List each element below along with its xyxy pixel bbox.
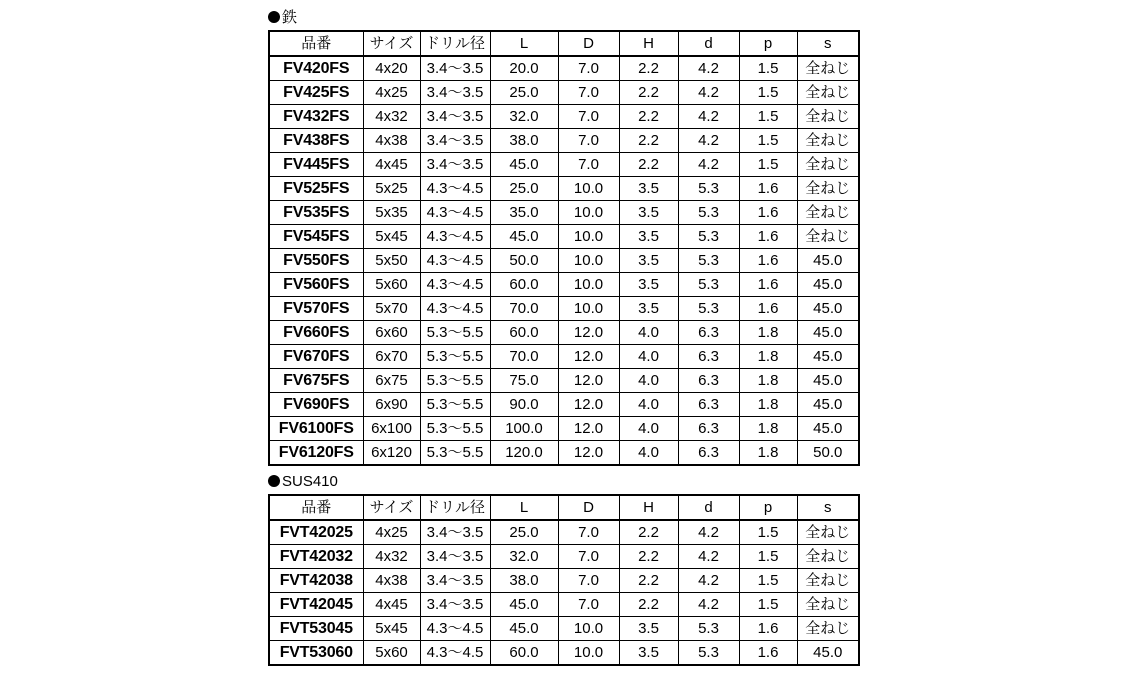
table-cell: 7.0 bbox=[558, 81, 619, 105]
table-cell: 4.3～4.5 bbox=[420, 249, 490, 273]
table-cell: 5.3 bbox=[678, 617, 739, 641]
table-cell: 全ねじ bbox=[797, 153, 859, 177]
product-code-cell: FV6120FS bbox=[269, 441, 363, 466]
column-header: s bbox=[797, 495, 859, 520]
table-cell: 7.0 bbox=[558, 569, 619, 593]
table-cell: 70.0 bbox=[490, 345, 558, 369]
table-cell: 1.5 bbox=[739, 593, 797, 617]
product-code-cell: FV525FS bbox=[269, 177, 363, 201]
table-cell: 3.5 bbox=[619, 177, 678, 201]
table-row bbox=[269, 56, 859, 81]
table-cell: 4.2 bbox=[678, 56, 739, 81]
table-cell: 5.3 bbox=[678, 297, 739, 321]
table-cell: 全ねじ bbox=[797, 177, 859, 201]
table-row bbox=[269, 273, 859, 297]
table-cell: 120.0 bbox=[490, 441, 558, 466]
table-cell: 6x70 bbox=[363, 345, 420, 369]
product-code-cell: FV570FS bbox=[269, 297, 363, 321]
table-cell: 6x100 bbox=[363, 417, 420, 441]
table-cell: 5.3～5.5 bbox=[420, 441, 490, 466]
table-cell: 2.2 bbox=[619, 81, 678, 105]
table-cell: 1.5 bbox=[739, 520, 797, 545]
table-cell: 10.0 bbox=[558, 225, 619, 249]
product-code-cell: FV438FS bbox=[269, 129, 363, 153]
table-cell: 10.0 bbox=[558, 201, 619, 225]
table-cell: 6x120 bbox=[363, 441, 420, 466]
table-cell: 1.6 bbox=[739, 641, 797, 666]
table-cell: 6x60 bbox=[363, 321, 420, 345]
table-cell: 5.3 bbox=[678, 249, 739, 273]
table-cell: 1.5 bbox=[739, 545, 797, 569]
bullet-icon bbox=[268, 11, 280, 23]
table-cell: 4.3～4.5 bbox=[420, 177, 490, 201]
table-cell: 4.2 bbox=[678, 129, 739, 153]
table-cell: 35.0 bbox=[490, 201, 558, 225]
table-cell: 10.0 bbox=[558, 249, 619, 273]
table-cell: 12.0 bbox=[558, 441, 619, 466]
table-cell: 50.0 bbox=[490, 249, 558, 273]
table-cell: 3.4～3.5 bbox=[420, 153, 490, 177]
table-cell: 3.4～3.5 bbox=[420, 593, 490, 617]
table-cell: 1.6 bbox=[739, 177, 797, 201]
table-cell: 1.8 bbox=[739, 441, 797, 466]
table-cell: 3.4～3.5 bbox=[420, 105, 490, 129]
table-cell: 2.2 bbox=[619, 56, 678, 81]
table-cell: 4x25 bbox=[363, 81, 420, 105]
table-cell: 32.0 bbox=[490, 105, 558, 129]
table-cell: 6.3 bbox=[678, 417, 739, 441]
table-cell: 5.3 bbox=[678, 273, 739, 297]
table-cell: 3.5 bbox=[619, 273, 678, 297]
table-row bbox=[269, 520, 859, 545]
table-cell: 10.0 bbox=[558, 273, 619, 297]
table-cell: 45.0 bbox=[797, 369, 859, 393]
table-cell: 60.0 bbox=[490, 321, 558, 345]
table-cell: 50.0 bbox=[797, 441, 859, 466]
table-row bbox=[269, 417, 859, 441]
table-cell: 全ねじ bbox=[797, 520, 859, 545]
table-cell: 6.3 bbox=[678, 393, 739, 417]
column-header: 品番 bbox=[269, 31, 363, 56]
table-cell: 5.3～5.5 bbox=[420, 393, 490, 417]
table-cell: 45.0 bbox=[797, 417, 859, 441]
table-cell: 3.4～3.5 bbox=[420, 56, 490, 81]
table-cell: 45.0 bbox=[797, 273, 859, 297]
table-cell: 25.0 bbox=[490, 520, 558, 545]
table-cell: 6.3 bbox=[678, 441, 739, 466]
table-cell: 全ねじ bbox=[797, 225, 859, 249]
table-header-row bbox=[269, 31, 859, 56]
table-row bbox=[269, 249, 859, 273]
table-cell: 12.0 bbox=[558, 345, 619, 369]
table-cell: 2.2 bbox=[619, 105, 678, 129]
table-cell: 45.0 bbox=[490, 153, 558, 177]
table-cell: 5.3 bbox=[678, 201, 739, 225]
product-code-cell: FVT42025 bbox=[269, 520, 363, 545]
table-cell: 1.5 bbox=[739, 81, 797, 105]
product-code-cell: FV660FS bbox=[269, 321, 363, 345]
table-cell: 7.0 bbox=[558, 153, 619, 177]
table-row bbox=[269, 569, 859, 593]
table-cell: 45.0 bbox=[490, 593, 558, 617]
table-row bbox=[269, 81, 859, 105]
column-header: d bbox=[678, 495, 739, 520]
product-code-cell: FV6100FS bbox=[269, 417, 363, 441]
table-cell: 4.2 bbox=[678, 520, 739, 545]
table-cell: 12.0 bbox=[558, 321, 619, 345]
table-cell: 1.8 bbox=[739, 417, 797, 441]
table-row bbox=[269, 617, 859, 641]
table-cell: 45.0 bbox=[797, 393, 859, 417]
table-cell: 12.0 bbox=[558, 369, 619, 393]
table-row bbox=[269, 321, 859, 345]
table-cell: 5.3 bbox=[678, 225, 739, 249]
table-row bbox=[269, 297, 859, 321]
table-cell: 4x45 bbox=[363, 593, 420, 617]
table-cell: 5x70 bbox=[363, 297, 420, 321]
table-cell: 5.3～5.5 bbox=[420, 369, 490, 393]
table-cell: 90.0 bbox=[490, 393, 558, 417]
table-cell: 10.0 bbox=[558, 297, 619, 321]
table-cell: 7.0 bbox=[558, 545, 619, 569]
table-cell: 全ねじ bbox=[797, 201, 859, 225]
table-cell: 4x25 bbox=[363, 520, 420, 545]
product-code-cell: FV550FS bbox=[269, 249, 363, 273]
column-header: s bbox=[797, 31, 859, 56]
product-code-cell: FV445FS bbox=[269, 153, 363, 177]
table-cell: 1.8 bbox=[739, 321, 797, 345]
table-cell: 45.0 bbox=[797, 321, 859, 345]
product-code-cell: FVT42038 bbox=[269, 569, 363, 593]
bullet-icon bbox=[268, 475, 280, 487]
table-cell: 6.3 bbox=[678, 345, 739, 369]
table-cell: 5x35 bbox=[363, 201, 420, 225]
table-cell: 3.4～3.5 bbox=[420, 520, 490, 545]
product-code-cell: FV420FS bbox=[269, 56, 363, 81]
column-header: L bbox=[490, 495, 558, 520]
product-code-cell: FV535FS bbox=[269, 201, 363, 225]
table-cell: 4.3～4.5 bbox=[420, 617, 490, 641]
table-cell: 2.2 bbox=[619, 593, 678, 617]
table-cell: 5x45 bbox=[363, 617, 420, 641]
table-cell: 7.0 bbox=[558, 129, 619, 153]
table-cell: 4.3～4.5 bbox=[420, 297, 490, 321]
table-cell: 6.3 bbox=[678, 369, 739, 393]
table-cell: 5.3 bbox=[678, 177, 739, 201]
table-cell: 4.0 bbox=[619, 369, 678, 393]
table-cell: 1.6 bbox=[739, 201, 797, 225]
column-header: ドリル径 bbox=[420, 495, 490, 520]
table-cell: 4x32 bbox=[363, 545, 420, 569]
table-cell: 7.0 bbox=[558, 56, 619, 81]
table-cell: 4x38 bbox=[363, 569, 420, 593]
section-title-text: 鉄 bbox=[282, 9, 298, 26]
table-cell: 7.0 bbox=[558, 520, 619, 545]
column-header: L bbox=[490, 31, 558, 56]
column-header: H bbox=[619, 495, 678, 520]
table-cell: 1.5 bbox=[739, 105, 797, 129]
table-cell: 4.3～4.5 bbox=[420, 273, 490, 297]
table-cell: 5.3～5.5 bbox=[420, 345, 490, 369]
table-cell: 1.6 bbox=[739, 273, 797, 297]
table-cell: 5.3 bbox=[678, 641, 739, 666]
table-row bbox=[269, 105, 859, 129]
table-cell: 4.0 bbox=[619, 345, 678, 369]
table-cell: 1.8 bbox=[739, 393, 797, 417]
product-code-cell: FV560FS bbox=[269, 273, 363, 297]
table-cell: 70.0 bbox=[490, 297, 558, 321]
table-cell: 1.6 bbox=[739, 617, 797, 641]
table-cell: 4.2 bbox=[678, 81, 739, 105]
column-header: D bbox=[558, 495, 619, 520]
table-cell: 6x90 bbox=[363, 393, 420, 417]
table-row bbox=[269, 129, 859, 153]
table-cell: 5.3～5.5 bbox=[420, 321, 490, 345]
table-row bbox=[269, 177, 859, 201]
table-cell: 4x45 bbox=[363, 153, 420, 177]
table-cell: 3.5 bbox=[619, 225, 678, 249]
product-code-cell: FVT53045 bbox=[269, 617, 363, 641]
table-cell: 2.2 bbox=[619, 520, 678, 545]
section-title-iron bbox=[268, 9, 297, 27]
table-cell: 1.5 bbox=[739, 153, 797, 177]
table-cell: 45.0 bbox=[797, 641, 859, 666]
table-cell: 5x50 bbox=[363, 249, 420, 273]
table-row bbox=[269, 593, 859, 617]
table-row bbox=[269, 345, 859, 369]
table-cell: 4x20 bbox=[363, 56, 420, 81]
column-header: ドリル径 bbox=[420, 31, 490, 56]
table-row bbox=[269, 225, 859, 249]
section-title-text: SUS410 bbox=[282, 473, 338, 490]
table-cell: 7.0 bbox=[558, 105, 619, 129]
column-header: 品番 bbox=[269, 495, 363, 520]
product-code-cell: FVT53060 bbox=[269, 641, 363, 666]
product-code-cell: FVT42032 bbox=[269, 545, 363, 569]
column-header: p bbox=[739, 31, 797, 56]
table-cell: 1.5 bbox=[739, 129, 797, 153]
table-cell: 4.0 bbox=[619, 441, 678, 466]
table-cell: 2.2 bbox=[619, 153, 678, 177]
table-cell: 1.8 bbox=[739, 369, 797, 393]
product-code-cell: FV670FS bbox=[269, 345, 363, 369]
table-cell: 2.2 bbox=[619, 569, 678, 593]
table-row bbox=[269, 441, 859, 466]
table-cell: 32.0 bbox=[490, 545, 558, 569]
table-cell: 1.6 bbox=[739, 225, 797, 249]
table-cell: 全ねじ bbox=[797, 129, 859, 153]
table-cell: 10.0 bbox=[558, 641, 619, 666]
table-row bbox=[269, 641, 859, 666]
table-cell: 2.2 bbox=[619, 545, 678, 569]
column-header: H bbox=[619, 31, 678, 56]
column-header: d bbox=[678, 31, 739, 56]
table-cell: 全ねじ bbox=[797, 56, 859, 81]
product-code-cell: FVT42045 bbox=[269, 593, 363, 617]
product-code-cell: FV545FS bbox=[269, 225, 363, 249]
table-cell: 全ねじ bbox=[797, 105, 859, 129]
table-cell: 3.5 bbox=[619, 249, 678, 273]
table-cell: 4.0 bbox=[619, 417, 678, 441]
table-cell: 45.0 bbox=[797, 345, 859, 369]
table-cell: 100.0 bbox=[490, 417, 558, 441]
table-cell: 3.5 bbox=[619, 641, 678, 666]
table-cell: 1.8 bbox=[739, 345, 797, 369]
table-cell: 5x25 bbox=[363, 177, 420, 201]
table-cell: 全ねじ bbox=[797, 593, 859, 617]
table-cell: 6x75 bbox=[363, 369, 420, 393]
column-header: サイズ bbox=[363, 495, 420, 520]
table-header-row bbox=[269, 495, 859, 520]
table-cell: 5x60 bbox=[363, 641, 420, 666]
spec-table-iron bbox=[268, 30, 860, 466]
table-cell: 60.0 bbox=[490, 273, 558, 297]
table-row bbox=[269, 393, 859, 417]
table-cell: 1.6 bbox=[739, 297, 797, 321]
table-cell: 1.5 bbox=[739, 56, 797, 81]
table-cell: 38.0 bbox=[490, 569, 558, 593]
table-cell: 12.0 bbox=[558, 393, 619, 417]
table-cell: 全ねじ bbox=[797, 81, 859, 105]
product-code-cell: FV432FS bbox=[269, 105, 363, 129]
table-cell: 10.0 bbox=[558, 617, 619, 641]
table-cell: 4.3～4.5 bbox=[420, 201, 490, 225]
table-cell: 45.0 bbox=[797, 297, 859, 321]
table-cell: 4.2 bbox=[678, 153, 739, 177]
table-cell: 3.4～3.5 bbox=[420, 545, 490, 569]
table-cell: 45.0 bbox=[490, 617, 558, 641]
table-cell: 4.3～4.5 bbox=[420, 641, 490, 666]
table-row bbox=[269, 369, 859, 393]
table-cell: 4.3～4.5 bbox=[420, 225, 490, 249]
table-cell: 全ねじ bbox=[797, 569, 859, 593]
spec-table-sus410 bbox=[268, 494, 860, 666]
table-cell: 全ねじ bbox=[797, 617, 859, 641]
column-header: D bbox=[558, 31, 619, 56]
column-header: p bbox=[739, 495, 797, 520]
table-cell: 12.0 bbox=[558, 417, 619, 441]
product-code-cell: FV675FS bbox=[269, 369, 363, 393]
table-cell: 3.5 bbox=[619, 297, 678, 321]
table-cell: 4.2 bbox=[678, 105, 739, 129]
section-title-sus410 bbox=[268, 473, 338, 491]
table-cell: 60.0 bbox=[490, 641, 558, 666]
product-code-cell: FV425FS bbox=[269, 81, 363, 105]
table-cell: 7.0 bbox=[558, 593, 619, 617]
table-cell: 4.2 bbox=[678, 569, 739, 593]
table-cell: 25.0 bbox=[490, 81, 558, 105]
table-cell: 3.4～3.5 bbox=[420, 569, 490, 593]
table-cell: 1.5 bbox=[739, 569, 797, 593]
table-cell: 5x45 bbox=[363, 225, 420, 249]
table-cell: 75.0 bbox=[490, 369, 558, 393]
table-cell: 45.0 bbox=[490, 225, 558, 249]
table-cell: 4x38 bbox=[363, 129, 420, 153]
table-cell: 3.5 bbox=[619, 617, 678, 641]
product-code-cell: FV690FS bbox=[269, 393, 363, 417]
table-cell: 3.4～3.5 bbox=[420, 129, 490, 153]
table-cell: 6.3 bbox=[678, 321, 739, 345]
table-cell: 4.2 bbox=[678, 593, 739, 617]
table-row bbox=[269, 545, 859, 569]
table-cell: 5x60 bbox=[363, 273, 420, 297]
table-cell: 20.0 bbox=[490, 56, 558, 81]
table-cell: 4.0 bbox=[619, 321, 678, 345]
table-cell: 25.0 bbox=[490, 177, 558, 201]
table-cell: 4.2 bbox=[678, 545, 739, 569]
table-cell: 2.2 bbox=[619, 129, 678, 153]
table-cell: 3.5 bbox=[619, 201, 678, 225]
table-cell: 10.0 bbox=[558, 177, 619, 201]
table-row bbox=[269, 201, 859, 225]
table-cell: 45.0 bbox=[797, 249, 859, 273]
table-cell: 1.6 bbox=[739, 249, 797, 273]
table-row bbox=[269, 153, 859, 177]
table-cell: 全ねじ bbox=[797, 545, 859, 569]
column-header: サイズ bbox=[363, 31, 420, 56]
table-cell: 5.3～5.5 bbox=[420, 417, 490, 441]
table-cell: 4.0 bbox=[619, 393, 678, 417]
table-cell: 3.4～3.5 bbox=[420, 81, 490, 105]
table-cell: 4x32 bbox=[363, 105, 420, 129]
table-cell: 38.0 bbox=[490, 129, 558, 153]
